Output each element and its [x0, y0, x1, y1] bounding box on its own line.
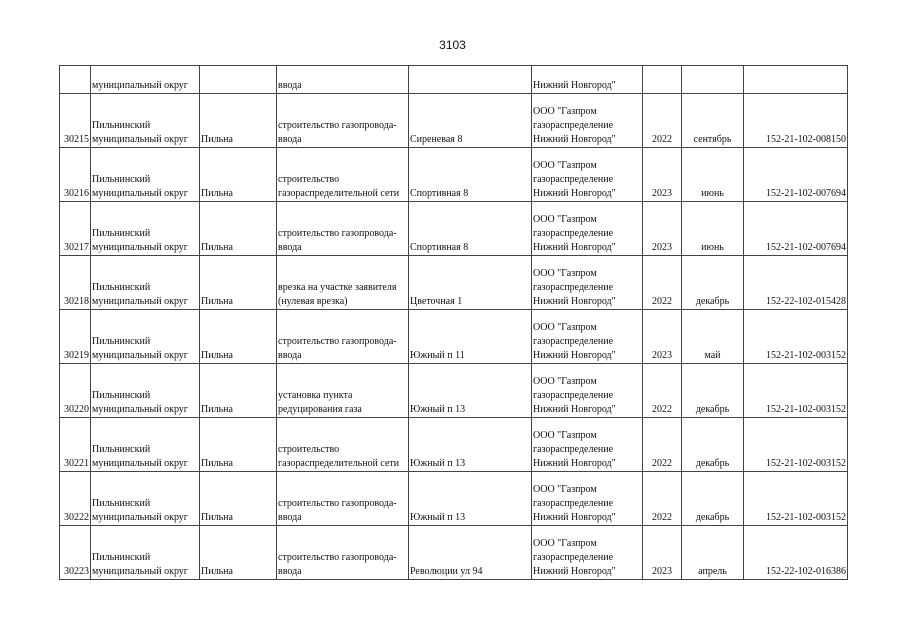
table-row	[60, 202, 848, 256]
cell-owner: ООО "Газпром газораспределение Нижний Новгород"	[532, 418, 643, 472]
cell-year: 2023	[643, 310, 682, 364]
table-row	[60, 472, 848, 526]
cell-code: 152-22-102-016386	[744, 526, 848, 580]
cell-owner: ООО "Газпром газораспределение Нижний Новгород"	[532, 94, 643, 148]
cell-work: строительство газопровода- ввода	[277, 94, 409, 148]
cell-year	[643, 66, 682, 94]
cell-month: декабрь	[682, 472, 744, 526]
cell-month: сентябрь	[682, 94, 744, 148]
cell-id: 30219	[60, 310, 91, 364]
cell-work: строительство газораспределительной сети	[277, 148, 409, 202]
cell-district: Пильнинский муниципальный округ	[91, 526, 200, 580]
table-row	[60, 526, 848, 580]
cell-locality: Пильна	[200, 310, 277, 364]
cell-locality: Пильна	[200, 364, 277, 418]
cell-id: 30218	[60, 256, 91, 310]
cell-address: Южный п 11	[409, 310, 532, 364]
table-row-continued	[60, 66, 848, 94]
table-row	[60, 256, 848, 310]
cell-id: 30222	[60, 472, 91, 526]
cell-month: июнь	[682, 148, 744, 202]
cell-code	[744, 66, 848, 94]
cell-owner: ООО "Газпром газораспределение Нижний Новгород"	[532, 364, 643, 418]
page-number: 3103	[439, 38, 466, 52]
cell-owner: ООО "Газпром газораспределение Нижний Новгород"	[532, 202, 643, 256]
cell-locality: Пильна	[200, 202, 277, 256]
cell-id: 30221	[60, 418, 91, 472]
cell-month: декабрь	[682, 256, 744, 310]
table-row	[60, 148, 848, 202]
cell-owner: ООО "Газпром газораспределение Нижний Новгород"	[532, 310, 643, 364]
cell-owner: ООО "Газпром газораспределение Нижний Новгород"	[532, 256, 643, 310]
cell-locality: Пильна	[200, 418, 277, 472]
cell-address: Революции ул 94	[409, 526, 532, 580]
cell-year: 2022	[643, 472, 682, 526]
registry-table	[59, 65, 848, 580]
cell-id: 30223	[60, 526, 91, 580]
cell-address: Южный п 13	[409, 472, 532, 526]
cell-month: апрель	[682, 526, 744, 580]
cell-address: Сиреневая 8	[409, 94, 532, 148]
cell-work: строительство газопровода- ввода	[277, 310, 409, 364]
cell-code: 152-21-102-003152	[744, 364, 848, 418]
cell-work: строительство газопровода- ввода	[277, 202, 409, 256]
cell-year: 2022	[643, 418, 682, 472]
cell-work: строительство газопровода- ввода	[277, 526, 409, 580]
cell-year: 2022	[643, 94, 682, 148]
cell-locality	[200, 66, 277, 94]
table-row	[60, 418, 848, 472]
cell-year: 2022	[643, 256, 682, 310]
cell-address: Южный п 13	[409, 364, 532, 418]
table-row	[60, 310, 848, 364]
cell-work: ввода	[277, 66, 409, 94]
cell-code: 152-21-102-003152	[744, 310, 848, 364]
cell-district: Пильнинский муниципальный округ	[91, 418, 200, 472]
cell-id: 30217	[60, 202, 91, 256]
cell-month: декабрь	[682, 418, 744, 472]
cell-code: 152-21-102-003152	[744, 472, 848, 526]
cell-district: Пильнинский муниципальный округ	[91, 202, 200, 256]
cell-district: Пильнинский муниципальный округ	[91, 94, 200, 148]
cell-address: Южный п 13	[409, 418, 532, 472]
cell-owner: ООО "Газпром газораспределение Нижний Новгород"	[532, 472, 643, 526]
cell-code: 152-21-102-008150	[744, 94, 848, 148]
cell-owner: Нижний Новгород"	[532, 66, 643, 94]
cell-month: июнь	[682, 202, 744, 256]
cell-code: 152-21-102-003152	[744, 418, 848, 472]
table-row	[60, 94, 848, 148]
cell-year: 2023	[643, 526, 682, 580]
cell-address	[409, 66, 532, 94]
cell-address: Спортивная 8	[409, 148, 532, 202]
cell-work: строительство газопровода- ввода	[277, 472, 409, 526]
cell-month: май	[682, 310, 744, 364]
cell-district: Пильнинский муниципальный округ	[91, 256, 200, 310]
cell-district: Пильнинский муниципальный округ	[91, 472, 200, 526]
cell-address: Цветочная 1	[409, 256, 532, 310]
cell-id: 30215	[60, 94, 91, 148]
cell-id: 30216	[60, 148, 91, 202]
cell-code: 152-21-102-007694	[744, 148, 848, 202]
cell-id	[60, 66, 91, 94]
cell-owner: ООО "Газпром газораспределение Нижний Новгород"	[532, 526, 643, 580]
cell-district: Пильнинский муниципальный округ	[91, 364, 200, 418]
cell-work: врезка на участке заявителя (нулевая врезка)	[277, 256, 409, 310]
cell-id: 30220	[60, 364, 91, 418]
cell-year: 2023	[643, 202, 682, 256]
cell-locality: Пильна	[200, 526, 277, 580]
cell-district: муниципальный округ	[91, 66, 200, 94]
cell-owner: ООО "Газпром газораспределение Нижний Новгород"	[532, 148, 643, 202]
cell-month	[682, 66, 744, 94]
cell-locality: Пильна	[200, 148, 277, 202]
cell-address: Спортивная 8	[409, 202, 532, 256]
cell-locality: Пильна	[200, 256, 277, 310]
cell-work: строительство газораспределительной сети	[277, 418, 409, 472]
table-row	[60, 364, 848, 418]
cell-locality: Пильна	[200, 94, 277, 148]
cell-district: Пильнинский муниципальный округ	[91, 148, 200, 202]
registry-table-body	[60, 66, 848, 580]
cell-district: Пильнинский муниципальный округ	[91, 310, 200, 364]
cell-year: 2022	[643, 364, 682, 418]
cell-work: установка пункта редуцирования газа	[277, 364, 409, 418]
cell-code: 152-21-102-007694	[744, 202, 848, 256]
cell-year: 2023	[643, 148, 682, 202]
cell-month: декабрь	[682, 364, 744, 418]
cell-code: 152-22-102-015428	[744, 256, 848, 310]
cell-locality: Пильна	[200, 472, 277, 526]
